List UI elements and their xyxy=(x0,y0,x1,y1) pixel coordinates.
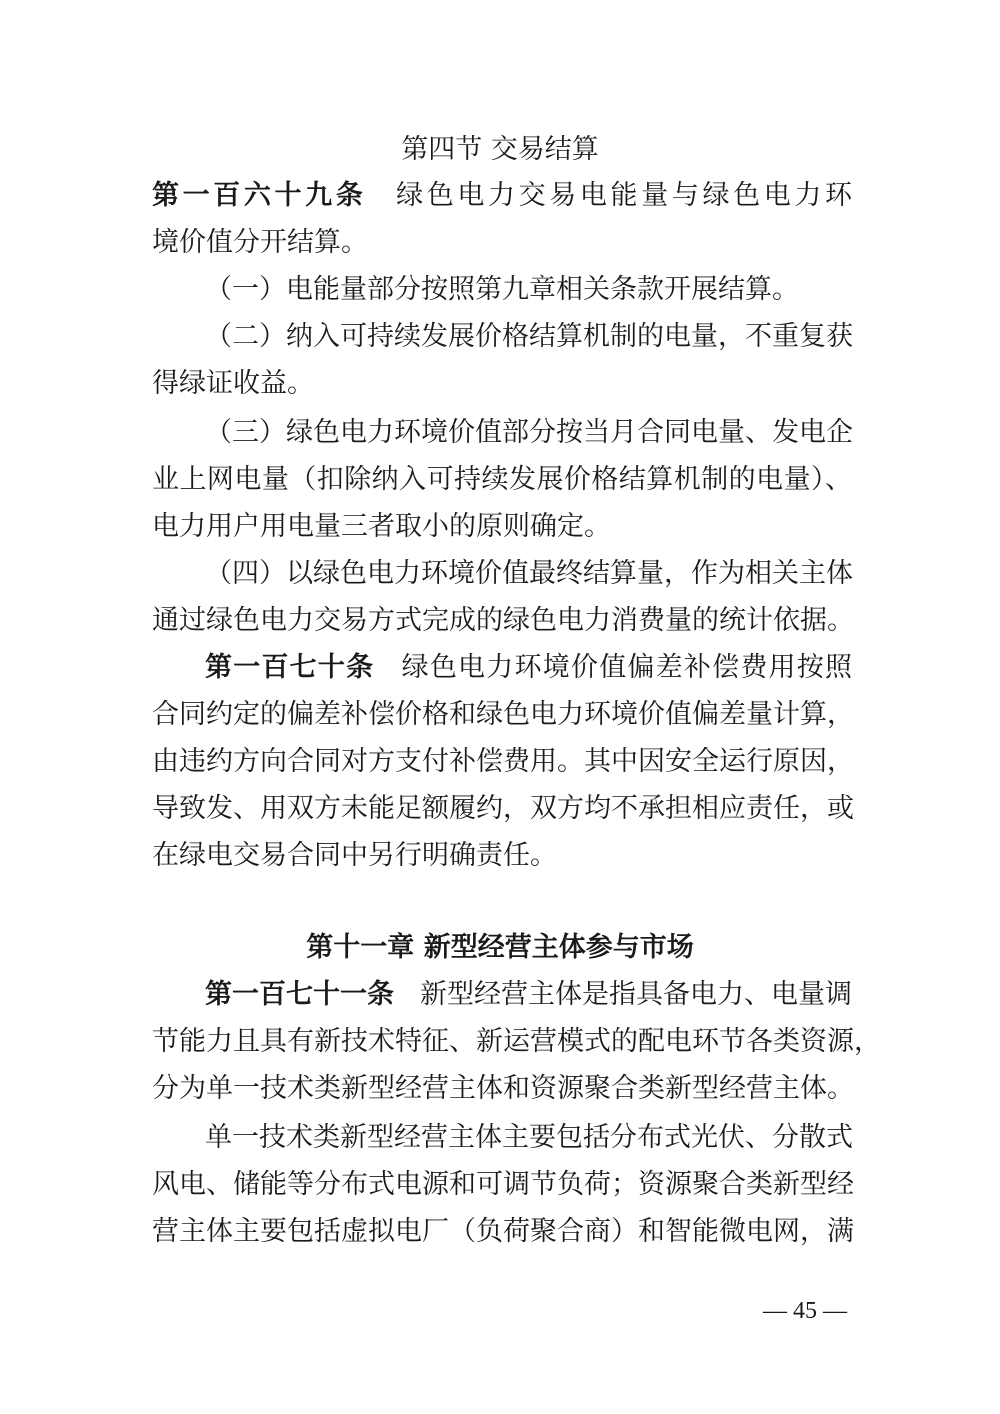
page-number: — 45 — xyxy=(763,1298,847,1324)
article-169-line-2: 境价值分开结算。 xyxy=(152,227,368,258)
article-171-text: 新型经营主体是指具备电力、电量调 xyxy=(420,979,852,1010)
item-4-line-2: 通过绿色电力交易方式完成的绿色电力消费量的统计依据。 xyxy=(152,605,854,636)
item-3-line-1: （三）绿色电力环境价值部分按当月合同电量、发电企 xyxy=(205,417,853,448)
article-170-label: 第一百七十条 xyxy=(205,652,375,683)
paragraph-line-1: 单一技术类新型经营主体主要包括分布式光伏、分散式 xyxy=(205,1122,853,1153)
article-169-text: 绿色电力交易电能量与绿色电力环 xyxy=(392,180,853,211)
item-2-line-1: （二）纳入可持续发展价格结算机制的电量，不重复获 xyxy=(205,321,853,352)
article-171-label: 第一百七十一条 xyxy=(205,979,394,1010)
article-171-line-2: 节能力且具有新技术特征、新运营模式的配电环节各类资源， xyxy=(152,1026,881,1057)
article-170-line-3: 由违约方向合同对方支付补偿费用。其中因安全运行原因， xyxy=(152,746,854,777)
article-171-line-3: 分为单一技术类新型经营主体和资源聚合类新型经营主体。 xyxy=(152,1073,854,1104)
chapter-heading: 第十一章 新型经营主体参与市场 xyxy=(306,932,694,963)
item-2-line-2: 得绿证收益。 xyxy=(152,368,314,399)
paragraph-line-2: 风电、储能等分布式电源和可调节负荷；资源聚合类新型经 xyxy=(152,1169,854,1200)
article-170-line-2: 合同约定的偏差补偿价格和绿色电力环境价值偏差量计算， xyxy=(152,699,854,730)
article-169-label: 第一百六十九条 xyxy=(152,180,367,211)
item-4-line-1: （四）以绿色电力环境价值最终结算量，作为相关主体 xyxy=(205,558,853,589)
article-170-line-1 xyxy=(205,648,852,688)
article-169-line-1 xyxy=(152,176,852,216)
item-3-line-3: 电力用户用电量三者取小的原则确定。 xyxy=(152,511,611,542)
item-3-line-2: 业上网电量（扣除纳入可持续发展价格结算机制的电量）、 xyxy=(152,464,852,495)
paragraph-line-3: 营主体主要包括虚拟电厂（负荷聚合商）和智能微电网，满 xyxy=(152,1216,854,1247)
article-170-text: 绿色电力环境价值偏差补偿费用按照 xyxy=(400,652,853,683)
article-171-line-1 xyxy=(205,975,852,1015)
item-1-line-1: （一）电能量部分按照第九章相关条款开展结算。 xyxy=(205,274,799,305)
article-170-line-4: 导致发、用双方未能足额履约，双方均不承担相应责任，或 xyxy=(152,793,854,824)
article-170-line-5: 在绿电交易合同中另行明确责任。 xyxy=(152,840,557,871)
section-heading: 第四节 交易结算 xyxy=(401,134,599,165)
